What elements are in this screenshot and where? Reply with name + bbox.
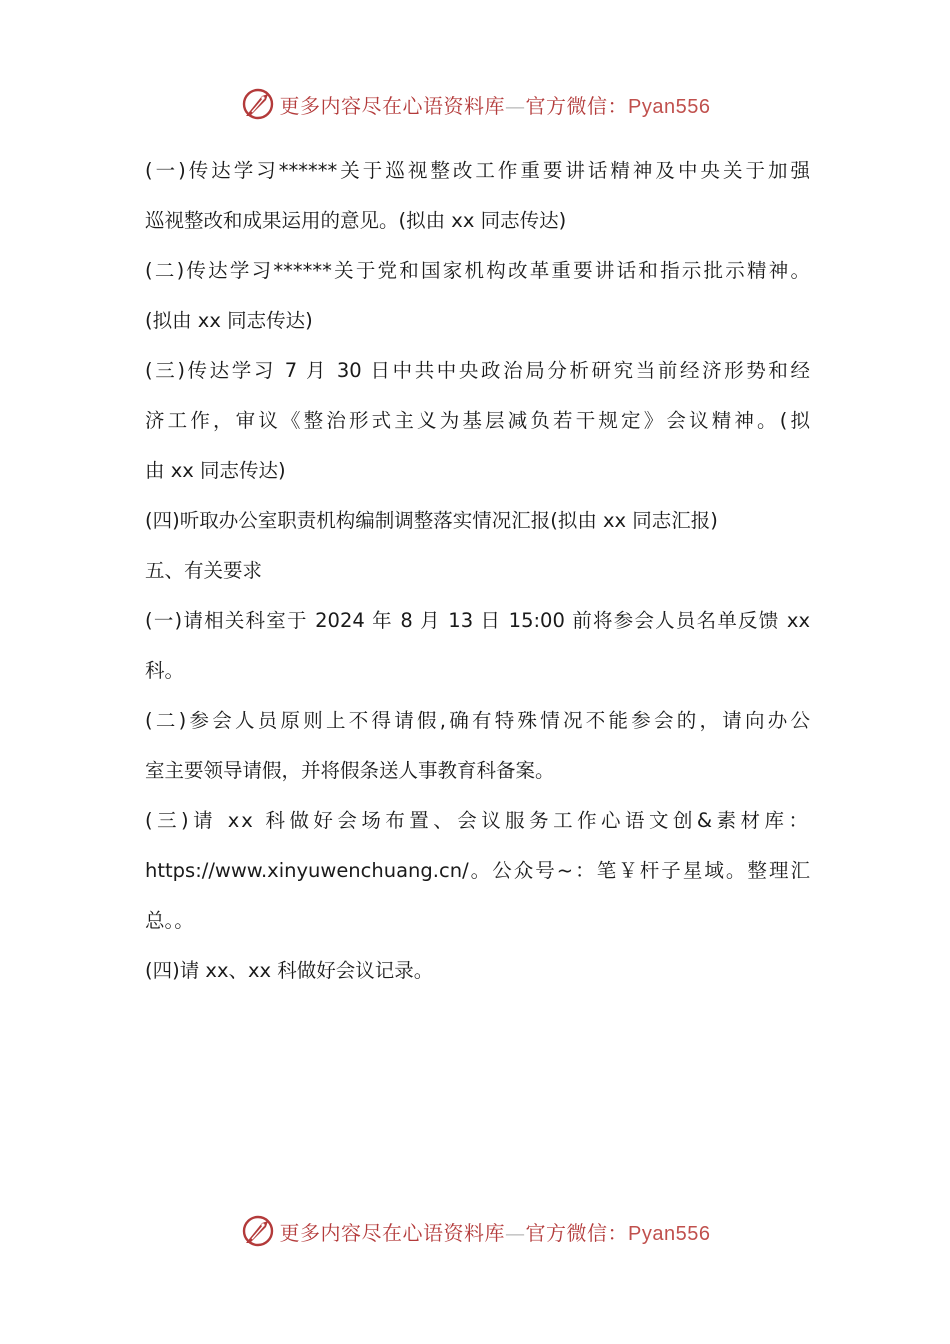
banner-official-label: 官方微信： (525, 93, 629, 118)
paragraph-line: (四)请 xx、xx 科做好会议记录。 (145, 959, 434, 982)
banner-separator: — (505, 93, 526, 118)
banner-wechat-id: Pyan556 (628, 1222, 711, 1245)
section-heading: 五、有关要求 (145, 559, 263, 582)
paragraph-line-with-url: https://www.xinyuwenchuang.cn/。公众号~：笔￥杆子星域。整理汇 (145, 859, 810, 882)
banner-main-text: 更多内容尽在心语资料库 (279, 93, 506, 118)
header-banner (0, 84, 950, 124)
banner-official-label: 官方微信： (525, 1220, 629, 1245)
banner-main-text: 更多内容尽在心语资料库 (279, 1220, 506, 1245)
paragraph-line: (四)听取办公室职责机构编制调整落实情况汇报(拟由 xx 同志汇报) (145, 509, 718, 532)
paragraph-line: 由 xx 同志传达) (145, 459, 286, 482)
paragraph-line: (一)传达学习******关于巡视整改工作重要讲话精神及中央关于加强 (145, 159, 810, 182)
paragraph-line: (二)传达学习******关于党和国家机构改革重要讲话和指示批示精神。 (145, 259, 810, 282)
banner-wechat-id: Pyan556 (628, 95, 711, 118)
paragraph-line: (三)传达学习 7 月 30 日中共中央政治局分析研究当前经济形势和经 (145, 359, 810, 382)
paragraph-line: (二)参会人员原则上不得请假,确有特殊情况不能参会的，请向办公 (145, 709, 810, 732)
paragraph-line: (拟由 xx 同志传达) (145, 309, 313, 332)
footer-banner (0, 1211, 950, 1251)
paragraph-line: (三)请 xx 科做好会场布置、会议服务工作心语文创&素材库： (145, 809, 810, 832)
pen-nib-logo-icon (240, 1213, 276, 1249)
paragraph-line: 科。 (145, 659, 185, 682)
pen-nib-logo-icon (240, 86, 276, 122)
document-body (145, 146, 810, 996)
paragraph-line: (一)请相关科室于 2024 年 8 月 13 日 15:00 前将参会人员名单反馈 xx (145, 609, 810, 632)
paragraph-line: 巡视整改和成果运用的意见。(拟由 xx 同志传达) (145, 209, 567, 232)
paragraph-line: 总。。 (145, 909, 194, 932)
banner-text (280, 1217, 711, 1246)
banner-separator: — (505, 1220, 526, 1245)
banner-text (280, 90, 711, 119)
paragraph-line: 室主要领导请假，并将假条送人事教育科备案。 (145, 759, 555, 782)
paragraph-line: 济工作，审议《整治形式主义为基层减负若干规定》会议精神。(拟 (145, 409, 810, 432)
